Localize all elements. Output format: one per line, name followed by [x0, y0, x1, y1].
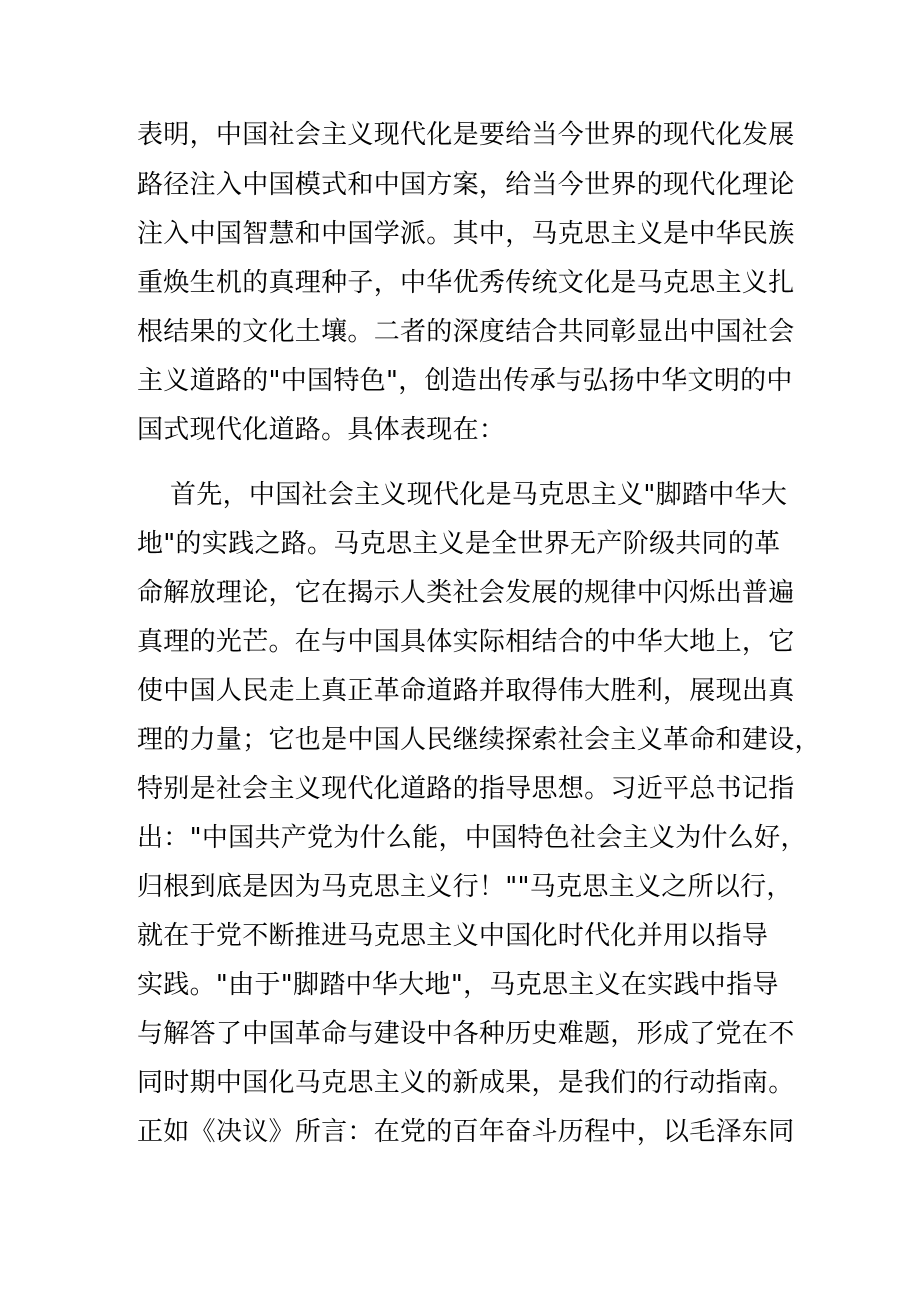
- text-line: 根结果的文化土壤。二者的深度结合共同彰显出中国社会: [137, 317, 795, 347]
- text-line: 理的力量；它也是中国人民继续探索社会主义革命和建设，: [137, 725, 821, 755]
- text-line: 路径注入中国模式和中国方案，给当今世界的现代化理论: [137, 170, 795, 200]
- text-line: 真理的光芒。在与中国具体实际相结合的中华大地上，它: [137, 627, 795, 657]
- text-line: 与解答了中国革命与建设中各种历史难题，形成了党在不: [137, 1019, 795, 1049]
- text-line: 首先，中国社会主义现代化是马克思主义"脚踏中华大: [170, 480, 788, 510]
- text-line: 就在于党不断推进马克思主义中国化时代化并用以指导: [137, 921, 769, 951]
- text-line: 出："中国共产党为什么能，中国特色社会主义为什么好，: [137, 823, 807, 853]
- text-line: 表明，中国社会主义现代化是要给当今世界的现代化发展: [137, 120, 795, 150]
- text-line: 同时期中国化马克思主义的新成果，是我们的行动指南。: [137, 1068, 795, 1098]
- text-line: 注入中国智慧和中国学派。其中，马克思主义是中华民族: [137, 219, 795, 249]
- text-line: 实践。"由于"脚踏中华大地"，马克思主义在实践中指导: [137, 970, 779, 1000]
- text-line: 使中国人民走上真正革命道路并取得伟大胜利，展现出真: [137, 676, 795, 706]
- text-line: 国式现代化道路。具体表现在：: [137, 415, 506, 445]
- text-line: 归根到底是因为马克思主义行！""马克思主义之所以行，: [137, 872, 793, 902]
- text-line: 正如《决议》所言：在党的百年奋斗历程中，以毛泽东同: [137, 1117, 795, 1147]
- text-line: 主义道路的"中国特色"，创造出传承与弘扬中华文明的中: [137, 366, 793, 396]
- text-line: 特别是社会主义现代化道路的指导思想。习近平总书记指: [137, 774, 795, 804]
- text-line: 地"的实践之路。马克思主义是全世界无产阶级共同的革: [137, 529, 781, 559]
- text-line: 重焕生机的真理种子，中华优秀传统文化是马克思主义扎: [137, 268, 795, 298]
- text-line: 命解放理论，它在揭示人类社会发展的规律中闪烁出普遍: [137, 578, 795, 608]
